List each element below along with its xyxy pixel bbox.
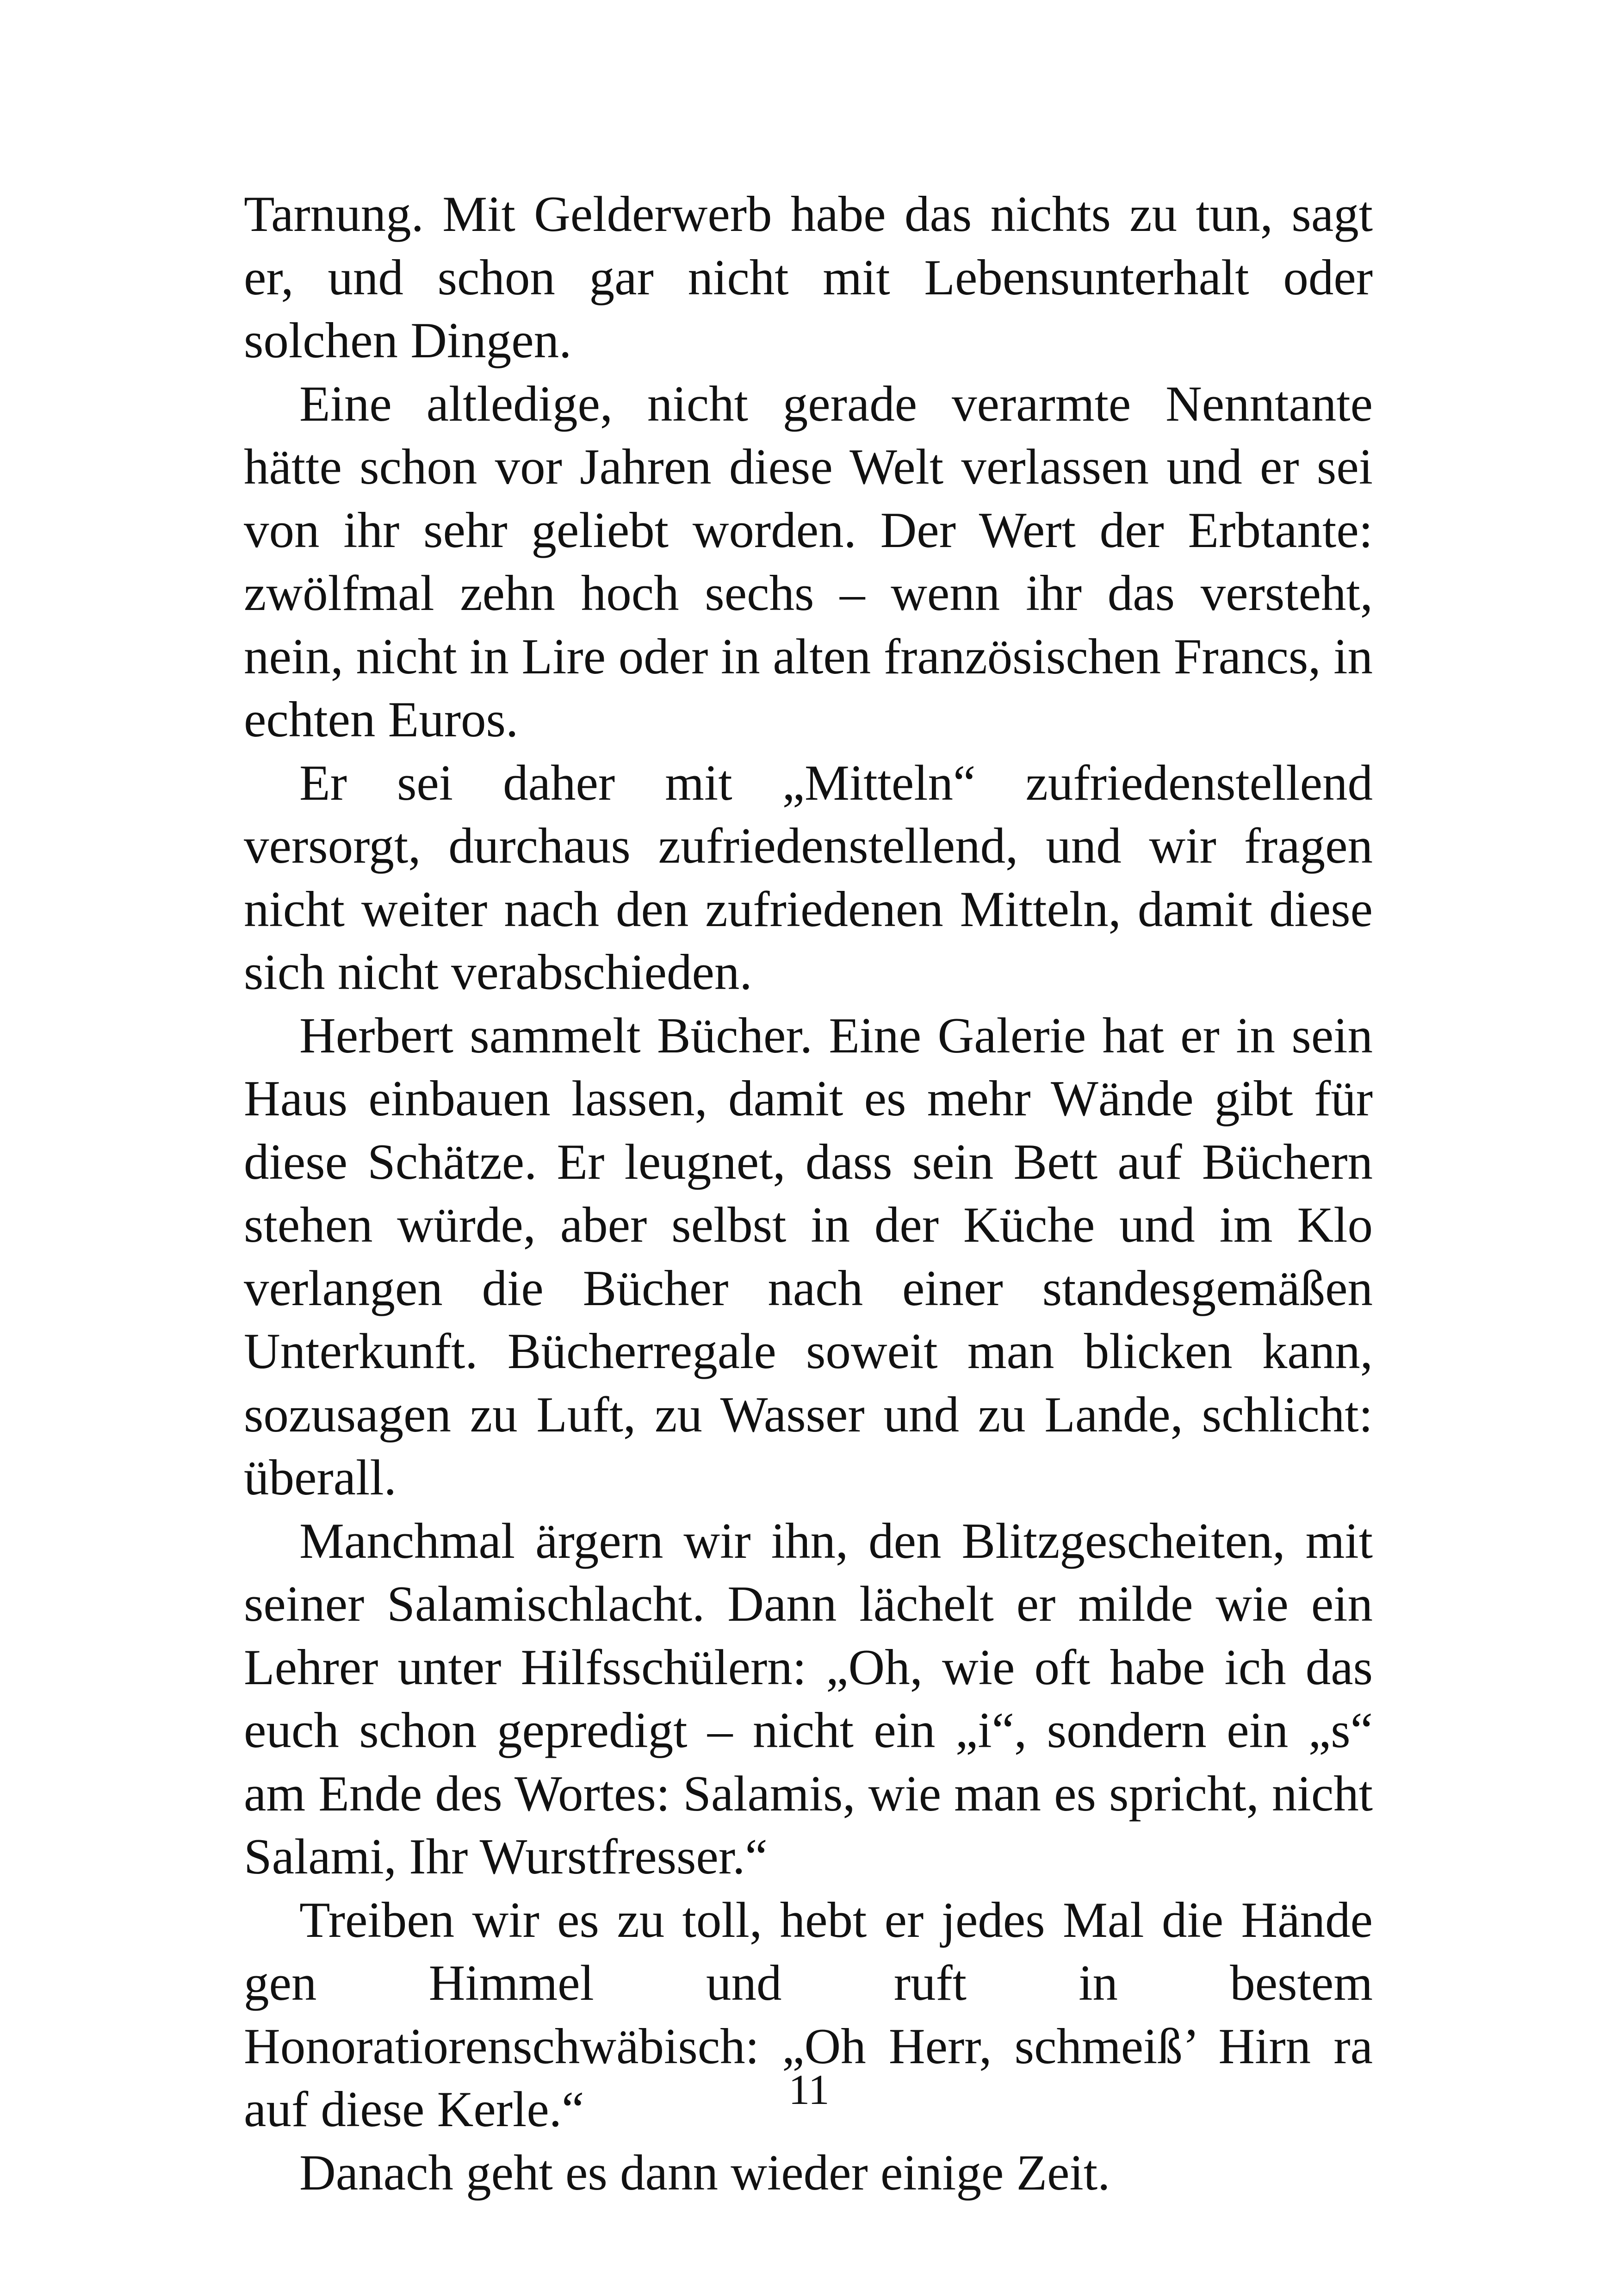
paragraph: Herbert sammelt Bücher. Eine Galerie hat er in sein Haus einbauen lassen, damit es mehr Wände gibt für diese Schätze. Er leugnet, dass sein Bett auf Büchern stehen würde, aber selbst in der Küche und im Klo verlangen die Bücher nach einer standesgemäßen Unterkunft. Bücherregale soweit man blicken kann, sozusagen zu Luft, zu Wasser und zu Lande, schlicht: überall. <box>244 1007 1373 1506</box>
paragraph: Treiben wir es zu toll, hebt er jedes Mal die Hände gen Himmel und ruft in bestem Honoratiorenschwäbisch: „Oh Herr, schmeiß’ Hirn ra auf diese Kerle.“ <box>244 1892 1373 2137</box>
paragraph: Tarnung. Mit Gelderwerb habe das nichts zu tun, sagt er, und schon gar nicht mit Lebensunterhalt oder solchen Dingen. <box>244 186 1373 368</box>
paragraph: Er sei daher mit „Mitteln“ zufriedenstellend versorgt, durchaus zufriedenstellend, und wir fragen nicht weiter nach den zufriedenen Mitteln, damit diese sich nicht verabschieden. <box>244 754 1373 1000</box>
paragraph: Danach geht es dann wieder einige Zeit. <box>299 2144 1110 2201</box>
page-body-text <box>244 183 1373 2204</box>
paragraph: Eine altledige, nicht gerade verarmte Nenntante hätte schon vor Jahren diese Welt verlassen und er sei von ihr sehr geliebt worden. Der Wert der Erbtante: zwölfmal zehn hoch sechs – wenn ihr das versteht, nein, nicht in Lire oder in alten französischen Francs, in echten Euros. <box>244 375 1373 747</box>
page-number: 11 <box>788 2066 830 2113</box>
paragraph: Manchmal ärgern wir ihn, den Blitzgescheiten, mit seiner Salamischlacht. Dann lächelt er milde wie ein Lehrer unter Hilfsschülern: „Oh, wie oft habe ich das euch schon gepredigt – nicht ein „i“, sondern ein „s“ am Ende des Wortes: Salamis, wie man es spricht, nicht Salami, Ihr Wurstfresser.“ <box>244 1512 1373 1885</box>
